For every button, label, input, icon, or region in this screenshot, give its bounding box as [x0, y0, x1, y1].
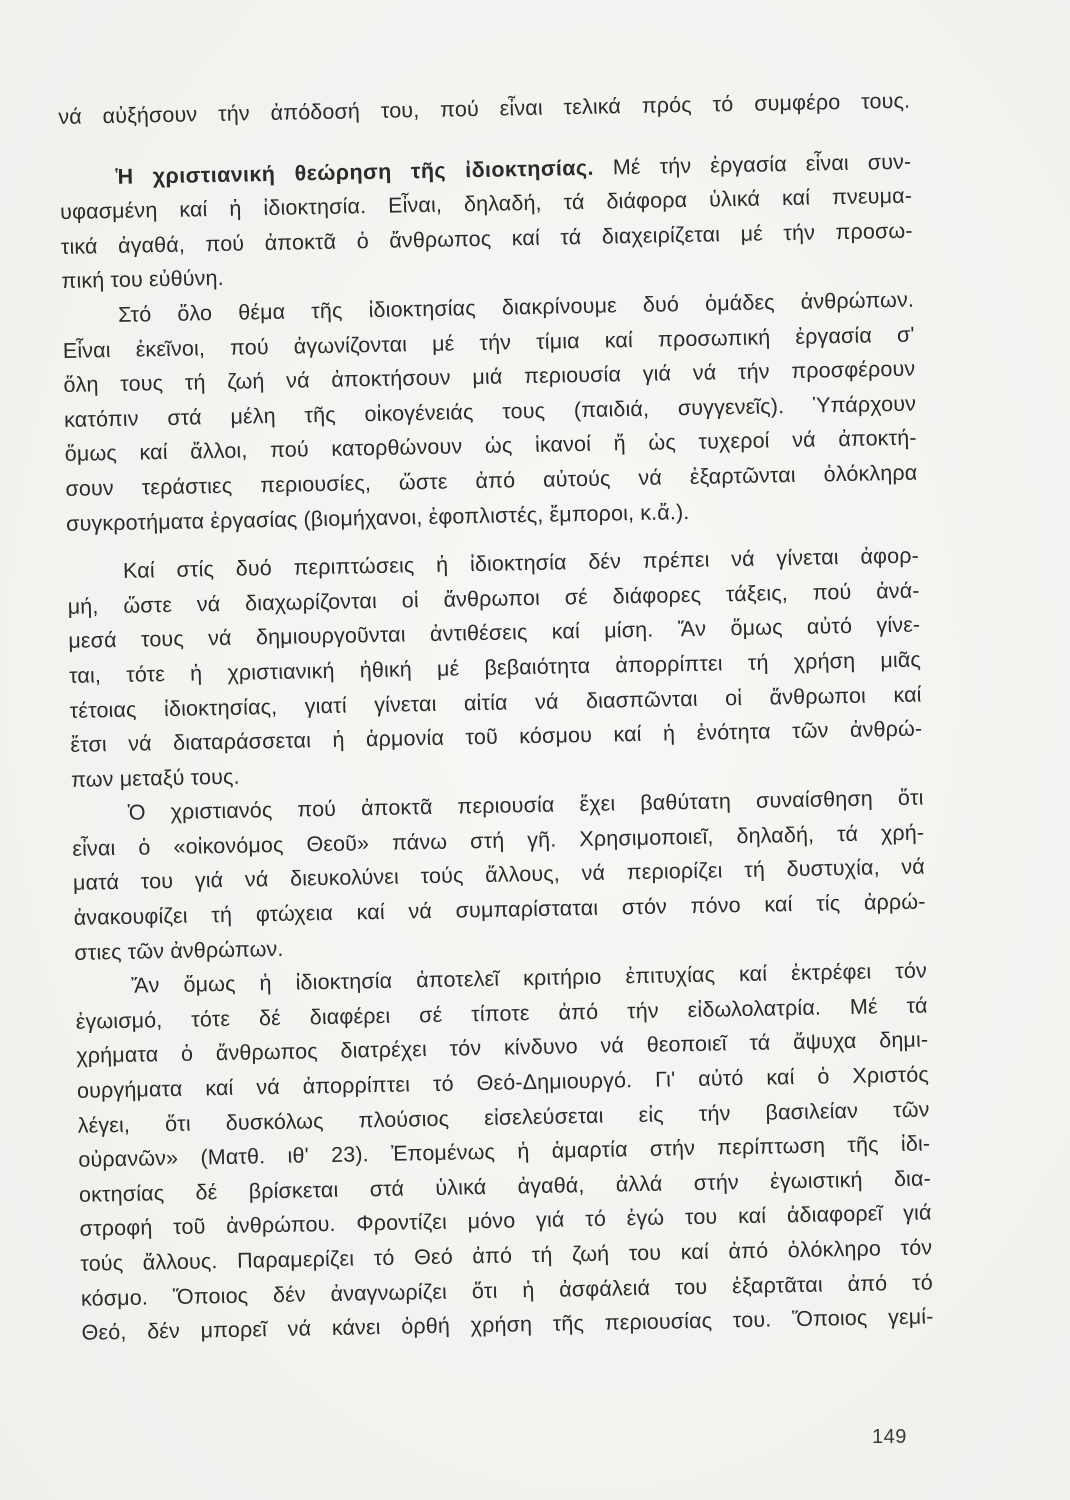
text-line: ὅλη τους τή ζωή νά ἀποκτήσουν μιά περιουσία γιά νά τήν προσφέρουν: [63, 356, 916, 398]
text-line: Εἶναι ἐκεῖνοι, πού ἀγωνίζονται μέ τήν τίμια καί προσωπική ἐργασία σ': [62, 322, 915, 363]
text-line: Ὁ χριστιανός πού ἀποκτᾶ περιουσία ἔχει βαθύτατη συναίσθηση ὅτι: [127, 785, 924, 826]
text-line: συγκροτήματα ἐργασίας (βιομήχανοι, ἐφοπλιστές, ἔμποροι, κ.ἄ.).: [65, 499, 690, 536]
text-line: εἶναι ὁ «οἰκονόμος Θεοῦ» πάνω στή γῆ. Χρησιμοποιεῖ, δηλαδή, τά χρή-: [72, 820, 925, 861]
text-line: ται, τότε ἡ χριστιανική ἠθική μέ βεβαιότητα ἀπορρίπτει τή χρήση μιᾶς: [68, 647, 922, 688]
text-line: τέτοιας ἰδιοκτησίας, γιατί γίνεται αἰτία νά διασπῶνται οἱ ἄνθρωποι καί: [69, 682, 922, 723]
text-line: Καί στίς δυό περιπτώσεις ἡ ἰδιοκτησία δέν πρέπει νά γίνεται ἀφορ-: [122, 543, 920, 583]
text-line: Ἄν ὅμως ἡ ἰδιοκτησία ἀποτελεῖ κριτήριο ἐπιτυχίας καί ἐκτρέφει τόν: [130, 958, 928, 999]
text-line: Θεό, δέν μπορεῖ νά κάνει ὀρθή χρήση τῆς περιουσίας του. Ὅποιος γεμί-: [81, 1304, 934, 1345]
text-line: υφασμένη καί ἡ ἰδιοκτησία. Εἶναι, δηλαδή, τά διάφορα ὑλικά καί πνευμα-: [59, 183, 913, 225]
text-line: μεσά τους νά δημιουργοῦνται ἀντιθέσεις καί μίση. Ἄν ὅμως αὐτό γίνε-: [68, 612, 921, 654]
text-line: νά αὐξήσουν τήν ἀπόδοσή του, πού εἶναι τελικά πρός τό συμφέρο τους.: [58, 88, 911, 129]
text-line: ἔτσι νά διαταράσσεται ἡ ἁρμονία τοῦ κόσμου καί ἡ ἑνότητα τῶν ἀνθρώ-: [70, 716, 923, 757]
text-line: ματά του γιά νά διευκολύνει τούς ἄλλους, νά περιορίζει τή δυστυχία, νά: [72, 854, 926, 896]
text-line: κόσμο. Ὅποιος δέν ἀναγνωρίζει ὅτι ἡ ἀσφάλειά του ἐξαρτᾶται ἀπό τό: [80, 1270, 934, 1311]
text-line: στιες τῶν ἀνθρώπων.: [74, 936, 284, 965]
page-number: 149: [872, 1426, 907, 1448]
body-text: [58, 84, 934, 1351]
text-line: οκτησίας δέ βρίσκεται στά ὑλικά ἀγαθά, ἀλλά στήν ἐγωιστική δια-: [78, 1166, 932, 1207]
text-line: Στό ὅλο θέμα τῆς ἰδιοκτησίας διακρίνουμε δυό ὁμάδες ἀνθρώπων.: [117, 287, 915, 327]
text-line: πων μεταξύ τους.: [70, 764, 240, 792]
text-line: Μέ τήν ἐργασία εἶναι συν-: [612, 149, 912, 179]
text-line: οὐρανῶν» (Ματθ. ιθ' 23). Ἐπομένως ἡ ἁμαρτία στήν περίπτωση τῆς ἰδι-: [78, 1131, 931, 1173]
text-line: κατόπιν στά μέλη τῆς οἰκογένειάς τους (παιδιά, συγγενεῖς). Ὑπάρχουν: [63, 391, 917, 432]
text-line: ουργήματα καί νά ἀπορρίπτει τό Θεό-Δημιουργό. Γι' αὐτό καί ὁ Χριστός: [76, 1062, 930, 1103]
text-line: σουν τεράστιες περιουσίες, ὥστε ἀπό αὐτούς νά ἐξαρτῶνται ὁλόκληρα: [65, 460, 918, 501]
text-line: τικά ἀγαθά, πού ἀποκτᾶ ὁ ἄνθρωπος καί τά διαχειρίζεται μέ τήν προσω-: [60, 218, 913, 259]
text-line: ὅμως καί ἄλλοι, πού κατορθώνουν ὡς ἱκανοί ἤ ὡς τυχεροί νά ἀποκτή-: [64, 425, 917, 467]
text-line: στροφή τοῦ ἀνθρώπου. Φροντίζει μόνο γιά τό ἐγώ του καί ἀδιαφορεῖ γιά: [79, 1200, 932, 1242]
text-line: πική του εὐθύνη.: [61, 266, 224, 294]
text-line: χρήματα ὁ ἄνθρωπος διατρέχει τόν κίνδυνο νά θεοποιεῖ τά ἄψυχα δημι-: [76, 1027, 929, 1069]
section-heading: Ἡ χριστιανική θεώρηση τῆς ἰδιοκτησίας.: [115, 155, 595, 189]
text-line: τούς ἄλλους. Παραμερίζει τό Θεό ἀπό τή ζωή του καί ἀπό ὁλόκληρο τόν: [80, 1235, 933, 1276]
text-line: λέγει, ὅτι δυσκόλως πλούσιος εἰσελεύσεται εἰς τήν βασιλείαν τῶν: [77, 1097, 930, 1138]
text-line: ἐγωισμό, τότε δέ διαφέρει σέ τίποτε ἀπό τήν εἰδωλολατρία. Μέ τά: [75, 993, 928, 1034]
text-line: μή, ὥστε νά διαχωρίζονται οἱ ἄνθρωποι σέ διάφορες τάξεις, πού ἀνά-: [67, 578, 920, 619]
text-line: ἀνακουφίζει τή φτώχεια καί νά συμπαρίσταται στόν πόνο καί τίς ἀρρώ-: [73, 889, 926, 930]
